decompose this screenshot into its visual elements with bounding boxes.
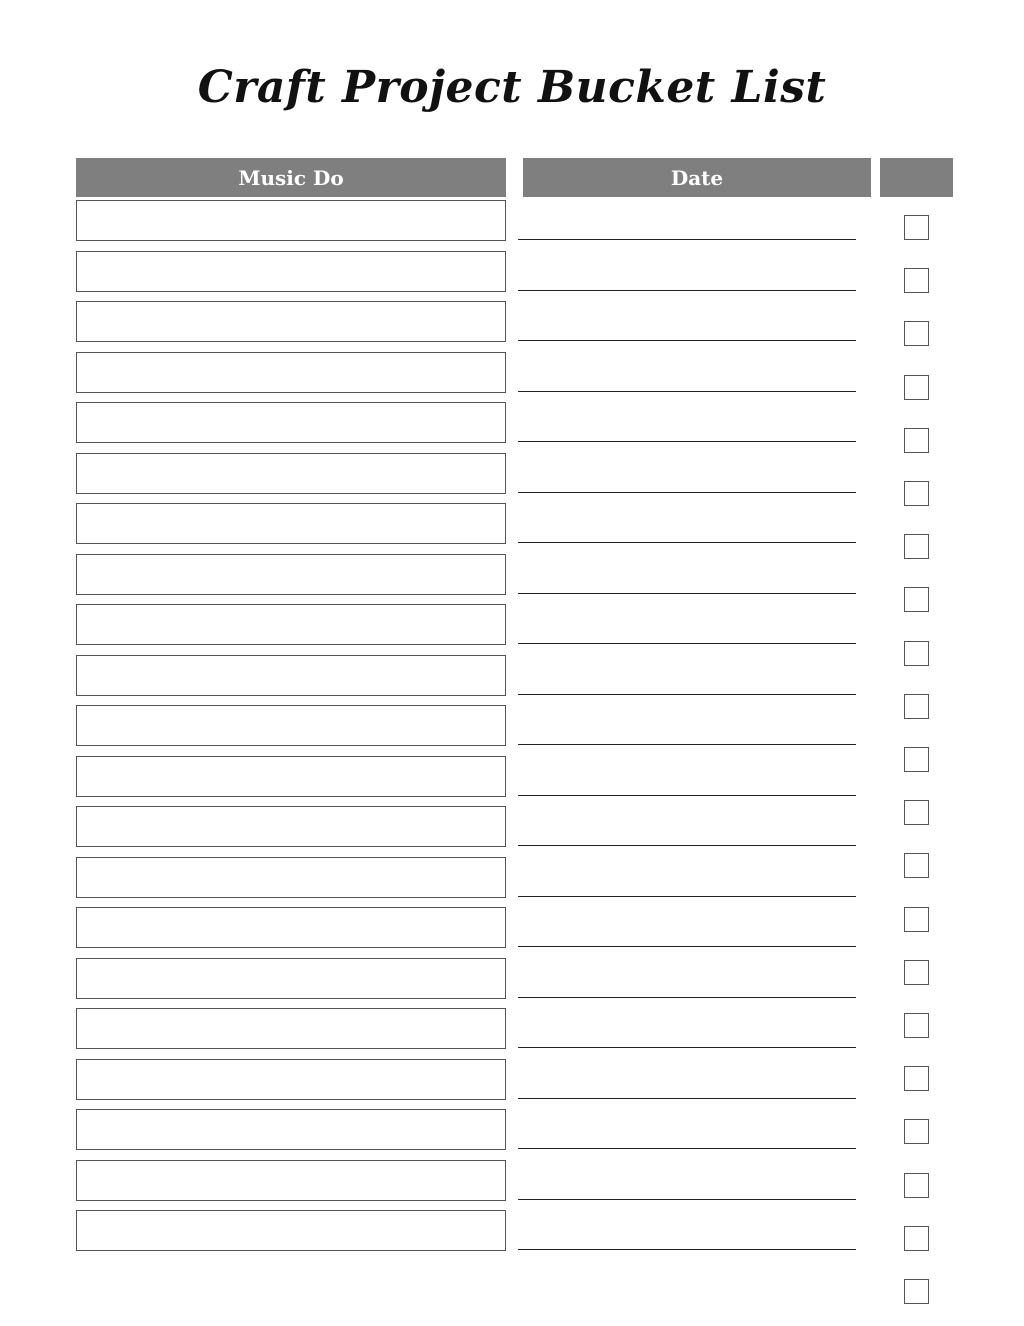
date-line[interactable] [518, 239, 856, 240]
done-checkbox[interactable] [904, 694, 929, 719]
task-field[interactable] [76, 604, 506, 645]
task-field[interactable] [76, 402, 506, 443]
done-checkbox[interactable] [904, 1119, 929, 1144]
done-checkbox[interactable] [904, 428, 929, 453]
done-checkbox[interactable] [904, 1173, 929, 1198]
done-checkbox[interactable] [904, 1226, 929, 1251]
date-line[interactable] [518, 1249, 856, 1250]
task-field[interactable] [76, 301, 506, 342]
task-field[interactable] [76, 200, 506, 241]
task-field[interactable] [76, 958, 506, 999]
done-checkbox[interactable] [904, 1013, 929, 1038]
task-field[interactable] [76, 554, 506, 595]
done-checkbox[interactable] [904, 800, 929, 825]
done-checkbox[interactable] [904, 481, 929, 506]
task-field[interactable] [76, 503, 506, 544]
page-title: Craft Project Bucket List [197, 62, 827, 113]
done-checkbox[interactable] [904, 747, 929, 772]
date-line[interactable] [518, 997, 856, 998]
date-line[interactable] [518, 441, 856, 442]
task-field[interactable] [76, 705, 506, 746]
date-line[interactable] [518, 845, 856, 846]
date-line[interactable] [518, 1047, 856, 1048]
task-field[interactable] [76, 756, 506, 797]
task-field[interactable] [76, 1160, 506, 1201]
done-checkbox[interactable] [904, 853, 929, 878]
date-line[interactable] [518, 643, 856, 644]
column-header-date: Date [523, 158, 871, 197]
date-line[interactable] [518, 896, 856, 897]
done-checkbox[interactable] [904, 587, 929, 612]
task-field[interactable] [76, 453, 506, 494]
date-line[interactable] [518, 1148, 856, 1149]
done-checkbox[interactable] [904, 268, 929, 293]
done-checkbox[interactable] [904, 641, 929, 666]
date-line[interactable] [518, 795, 856, 796]
date-line[interactable] [518, 542, 856, 543]
date-line[interactable] [518, 1199, 856, 1200]
task-field[interactable] [76, 806, 506, 847]
date-line[interactable] [518, 492, 856, 493]
task-field[interactable] [76, 907, 506, 948]
date-line[interactable] [518, 694, 856, 695]
done-checkbox[interactable] [904, 1066, 929, 1091]
task-field[interactable] [76, 352, 506, 393]
done-checkbox[interactable] [904, 960, 929, 985]
date-line[interactable] [518, 340, 856, 341]
done-checkbox[interactable] [904, 321, 929, 346]
task-field[interactable] [76, 857, 506, 898]
task-field[interactable] [76, 1059, 506, 1100]
task-field[interactable] [76, 1008, 506, 1049]
done-checkbox[interactable] [904, 907, 929, 932]
date-line[interactable] [518, 946, 856, 947]
done-checkbox[interactable] [904, 1279, 929, 1304]
done-checkbox[interactable] [904, 375, 929, 400]
date-line[interactable] [518, 1098, 856, 1099]
task-field[interactable] [76, 1109, 506, 1150]
date-line[interactable] [518, 290, 856, 291]
task-field[interactable] [76, 655, 506, 696]
date-line[interactable] [518, 744, 856, 745]
date-line[interactable] [518, 391, 856, 392]
task-field[interactable] [76, 251, 506, 292]
task-field[interactable] [76, 1210, 506, 1251]
done-checkbox[interactable] [904, 215, 929, 240]
date-line[interactable] [518, 593, 856, 594]
column-header-task: Music Do [76, 158, 506, 197]
done-checkbox[interactable] [904, 534, 929, 559]
